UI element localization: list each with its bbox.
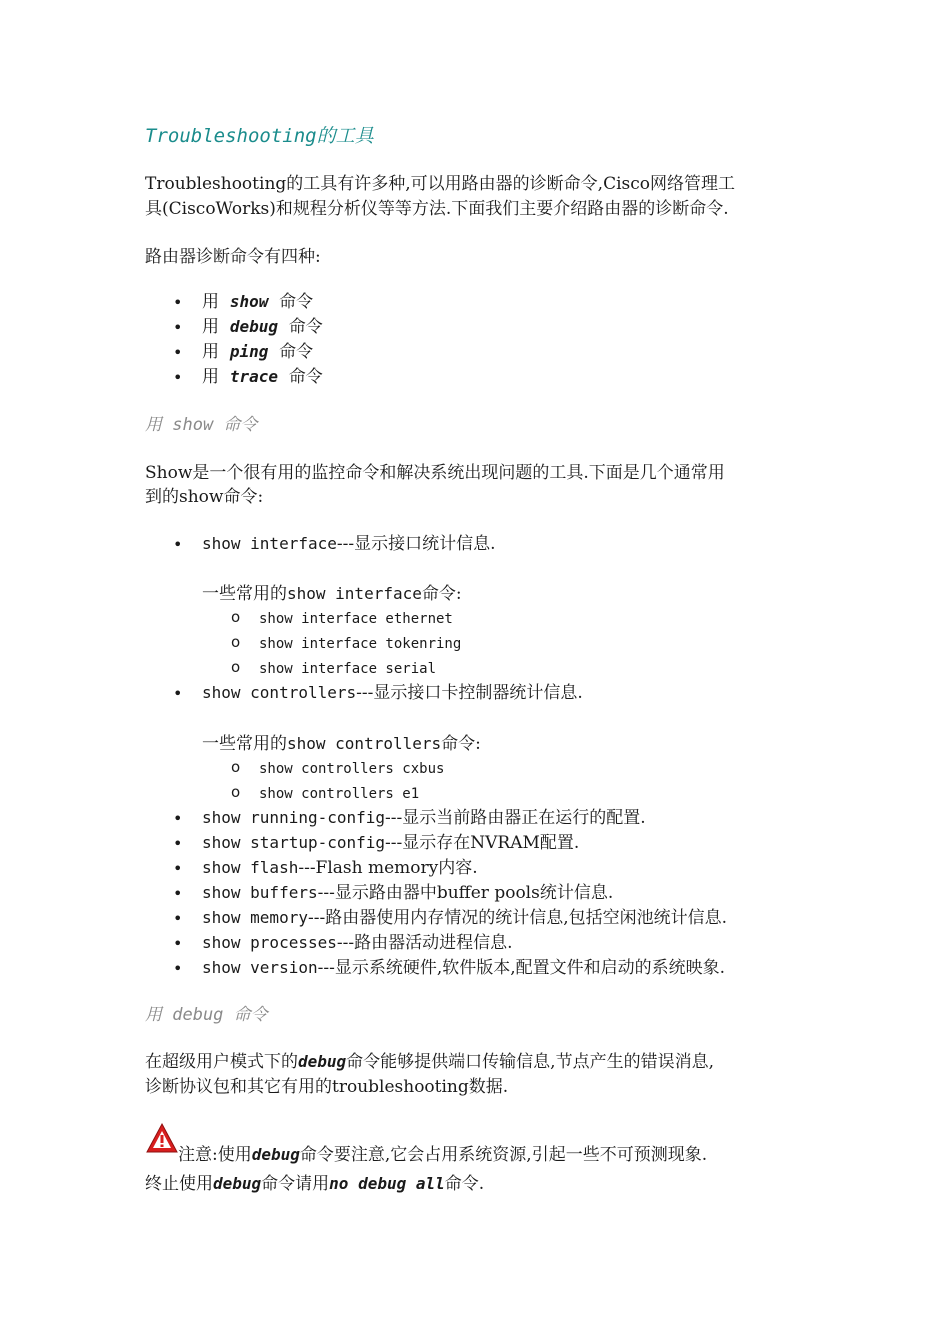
bullet-icon: • <box>173 368 183 387</box>
bullet-icon: • <box>173 318 183 337</box>
bullet-icon: • <box>173 535 183 554</box>
list-item: show version---显示系统硬件,软件版本,配置文件和启动的系统映象. <box>202 958 726 978</box>
circle-bullet-icon: o <box>231 783 241 801</box>
sub-list-item: show controllers e1 <box>259 786 420 802</box>
warning-line-1: 注意:使用debug命令要注意,它会占用系统资源,引起一些不可预测现象. <box>178 1145 708 1165</box>
debug-intro-line-1: 在超级用户模式下的debug命令能够提供端口传输信息,节点产生的错误消息, <box>145 1052 714 1072</box>
show-intro-line-2: 到的show命令: <box>145 487 264 507</box>
list-item: show processes---路由器活动进程信息. <box>202 933 513 953</box>
bullet-icon: • <box>173 859 183 878</box>
warning-line-2: 终止使用debug命令请用no debug all命令. <box>145 1174 485 1194</box>
circle-bullet-icon: o <box>231 758 241 776</box>
sub-list-item: show controllers cxbus <box>259 761 445 777</box>
warning-icon <box>145 1122 179 1154</box>
bullet-icon: • <box>173 909 183 928</box>
bullet-icon: • <box>173 293 183 312</box>
list-item: show buffers---显示路由器中buffer pools统计信息. <box>202 883 614 903</box>
list-item: 用 debug 命令 <box>202 317 323 337</box>
list-item: show flash---Flash memory内容. <box>202 858 478 878</box>
circle-bullet-icon: o <box>231 658 241 676</box>
show-interface-common-text: 一些常用的show interface命令: <box>202 584 462 604</box>
sub-list-item: show interface serial <box>259 661 437 677</box>
debug-section-heading: 用 debug 命令 <box>145 1005 268 1025</box>
intro-line-1: Troubleshooting的工具有许多种,可以用路由器的诊断命令,Cisco网络管理工 <box>145 174 736 194</box>
bullet-icon: • <box>173 834 183 853</box>
sub-list-item: show interface tokenring <box>259 636 462 652</box>
list-item: 用 trace 命令 <box>202 367 323 387</box>
bullet-icon: • <box>173 884 183 903</box>
list-item: show running-config---显示当前路由器正在运行的配置. <box>202 808 646 828</box>
bullet-icon: • <box>173 959 183 978</box>
circle-bullet-icon: o <box>231 608 241 626</box>
list-item: 用 ping 命令 <box>202 342 314 362</box>
list-item: show startup-config---显示存在NVRAM配置. <box>202 833 580 853</box>
show-intro-line-1: Show是一个很有用的监控命令和解决系统出现问题的工具.下面是几个通常用 <box>145 463 725 483</box>
show-section-heading: 用 show 命令 <box>145 415 258 435</box>
show-controllers-common-text: 一些常用的show controllers命令: <box>202 734 481 754</box>
intro-line-2: 具(CiscoWorks)和规程分析仪等等方法.下面我们主要介绍路由器的诊断命令. <box>145 199 729 219</box>
bullet-icon: • <box>173 809 183 828</box>
bullet-icon: • <box>173 343 183 362</box>
page-title: Troubleshooting的工具 <box>145 125 374 147</box>
four-kinds-text: 路由器诊断命令有四种: <box>145 247 321 267</box>
list-item: show memory---路由器使用内存情况的统计信息,包括空闲池统计信息. <box>202 908 728 928</box>
bullet-icon: • <box>173 934 183 953</box>
list-item-show-controllers: show controllers---显示接口卡控制器统计信息. <box>202 683 583 703</box>
circle-bullet-icon: o <box>231 633 241 651</box>
bullet-icon: • <box>173 684 183 703</box>
debug-intro-line-2: 诊断协议包和其它有用的troubleshooting数据. <box>145 1077 509 1097</box>
sub-list-item: show interface ethernet <box>259 611 453 627</box>
list-item: 用 show 命令 <box>202 292 314 312</box>
list-item-show-interface: show interface---显示接口统计信息. <box>202 534 496 554</box>
